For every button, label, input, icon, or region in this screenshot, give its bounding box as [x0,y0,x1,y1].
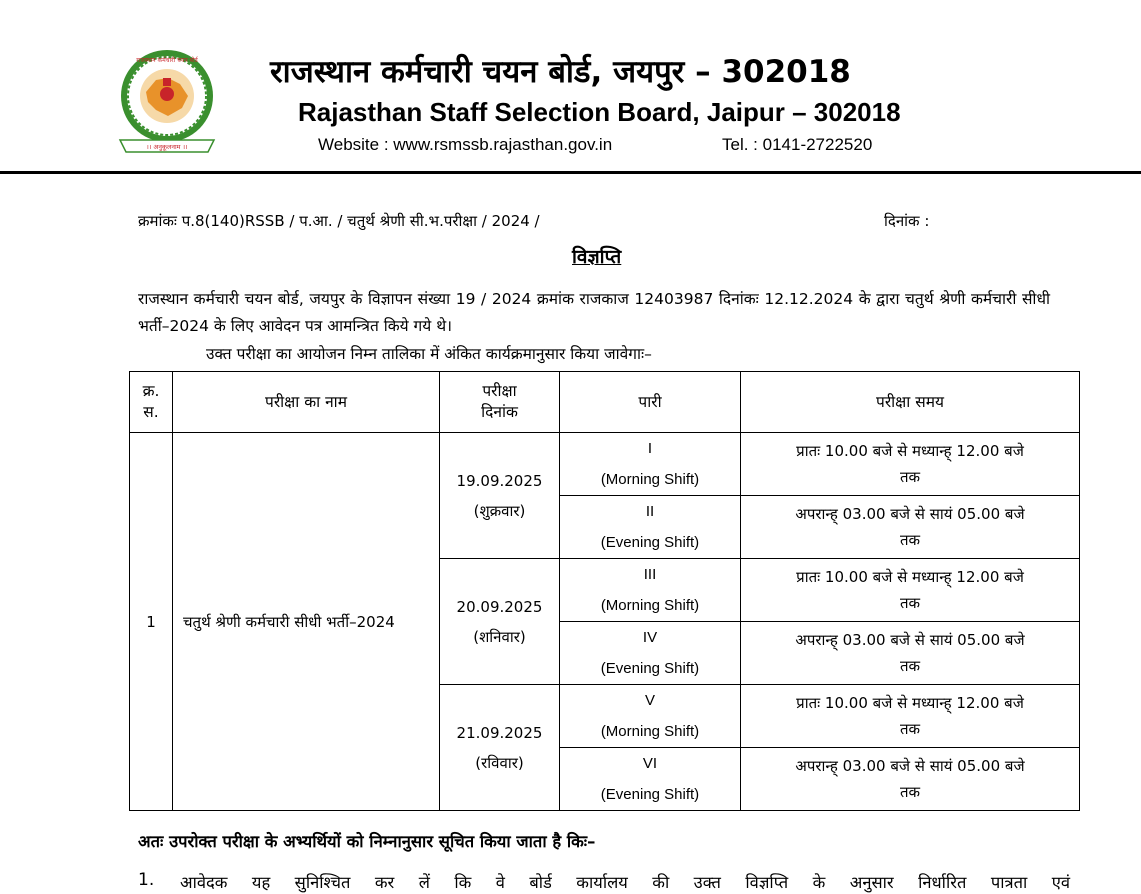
shift-cell: V (Morning Shift) [560,685,741,748]
board-title-english: Rajasthan Staff Selection Board, Jaipur – 302018 [298,97,901,127]
notice-title: विज्ञप्ति [572,246,622,268]
telephone-number: Tel. : 0141-2722520 [722,135,873,154]
point-number: 1. [138,870,155,890]
rsmssb-emblem-logo [116,48,218,160]
closing-statement: अतः उपरोक्त परीक्षा के अभ्यर्थियों को निम्नानुसार सूचित किया जाता है किः– [138,832,596,851]
table-row [130,433,1080,496]
header-shift: पारी [560,372,741,433]
exam-name-cell: चतुर्थ श्रेणी कर्मचारी सीधी भर्ती–2024 [173,433,440,811]
point-text: आवेदक यह सुनिश्चित कर लें कि वे बोर्ड कार्यालय की उक्त विज्ञप्ति के अनुसार निर्धारित पात्रता एवं [180,873,1070,892]
time-cell: प्रातः 10.00 बजे से मध्यान्ह् 12.00 बजे तक [741,685,1080,748]
shift-cell: VI (Evening Shift) [560,748,741,811]
exam-date-cell: 21.09.2025 (रविवार) [440,685,560,811]
shift-cell: III (Morning Shift) [560,559,741,622]
logo-motto: ।। अनुकूलनाम ।। [146,143,188,151]
board-title-hindi: राजस्थान कर्मचारी चयन बोर्ड, जयपुर – 302018 [270,54,851,90]
time-cell: अपरान्ह् 03.00 बजे से सायं 05.00 बजे तक [741,748,1080,811]
shift-cell: IV (Evening Shift) [560,622,741,685]
shift-cell: II (Evening Shift) [560,496,741,559]
header-exam-time: परीक्षा समय [741,372,1080,433]
schedule-intro: उक्त परीक्षा का आयोजन निम्न तालिका में अंकित कार्यक्रमानुसार किया जावेगाः– [206,345,652,363]
website-link[interactable]: Website : www.rsmssb.rajasthan.gov.in [318,135,613,154]
header-exam-date: परीक्षा दिनांक [440,372,560,433]
time-cell: प्रातः 10.00 बजे से मध्यान्ह् 12.00 बजे तक [741,433,1080,496]
time-cell: अपरान्ह् 03.00 बजे से सायं 05.00 बजे तक [741,622,1080,685]
date-label: दिनांक : [884,212,930,230]
time-cell: अपरान्ह् 03.00 बजे से सायं 05.00 बजे तक [741,496,1080,559]
shift-cell: I (Morning Shift) [560,433,741,496]
exam-schedule-table [129,371,1080,811]
serial-cell: 1 [130,433,173,811]
intro-paragraph: राजस्थान कर्मचारी चयन बोर्ड, जयपुर के विज्ञापन संख्या 19 / 2024 क्रमांक राजकाज 12403987 दिनांकः 12.12.2024 के द्वारा चतुर्थ श्रेणी कर्मचारी सीधी भर्ती–2024 के लिए आवेदन पत्र आमन्त्रित किये गये थे। [138,290,1050,335]
table-header-row [130,372,1080,433]
time-cell: प्रातः 10.00 बजे से मध्यान्ह् 12.00 बजे तक [741,559,1080,622]
reference-number: क्रमांकः प.8(140)RSSB / प.आ. / चतुर्थ श्रेणी सी.भ.परीक्षा / 2024 / [138,212,540,230]
header-divider [0,171,1141,174]
header-exam-name: परीक्षा का नाम [173,372,440,433]
exam-date-cell: 19.09.2025 (शुक्रवार) [440,433,560,559]
logo-ring-text: राजस्थान कर्मचारी चयन बोर्ड [136,57,198,64]
header-serial: क्र. स. [130,372,173,433]
exam-date-cell: 20.09.2025 (शनिवार) [440,559,560,685]
